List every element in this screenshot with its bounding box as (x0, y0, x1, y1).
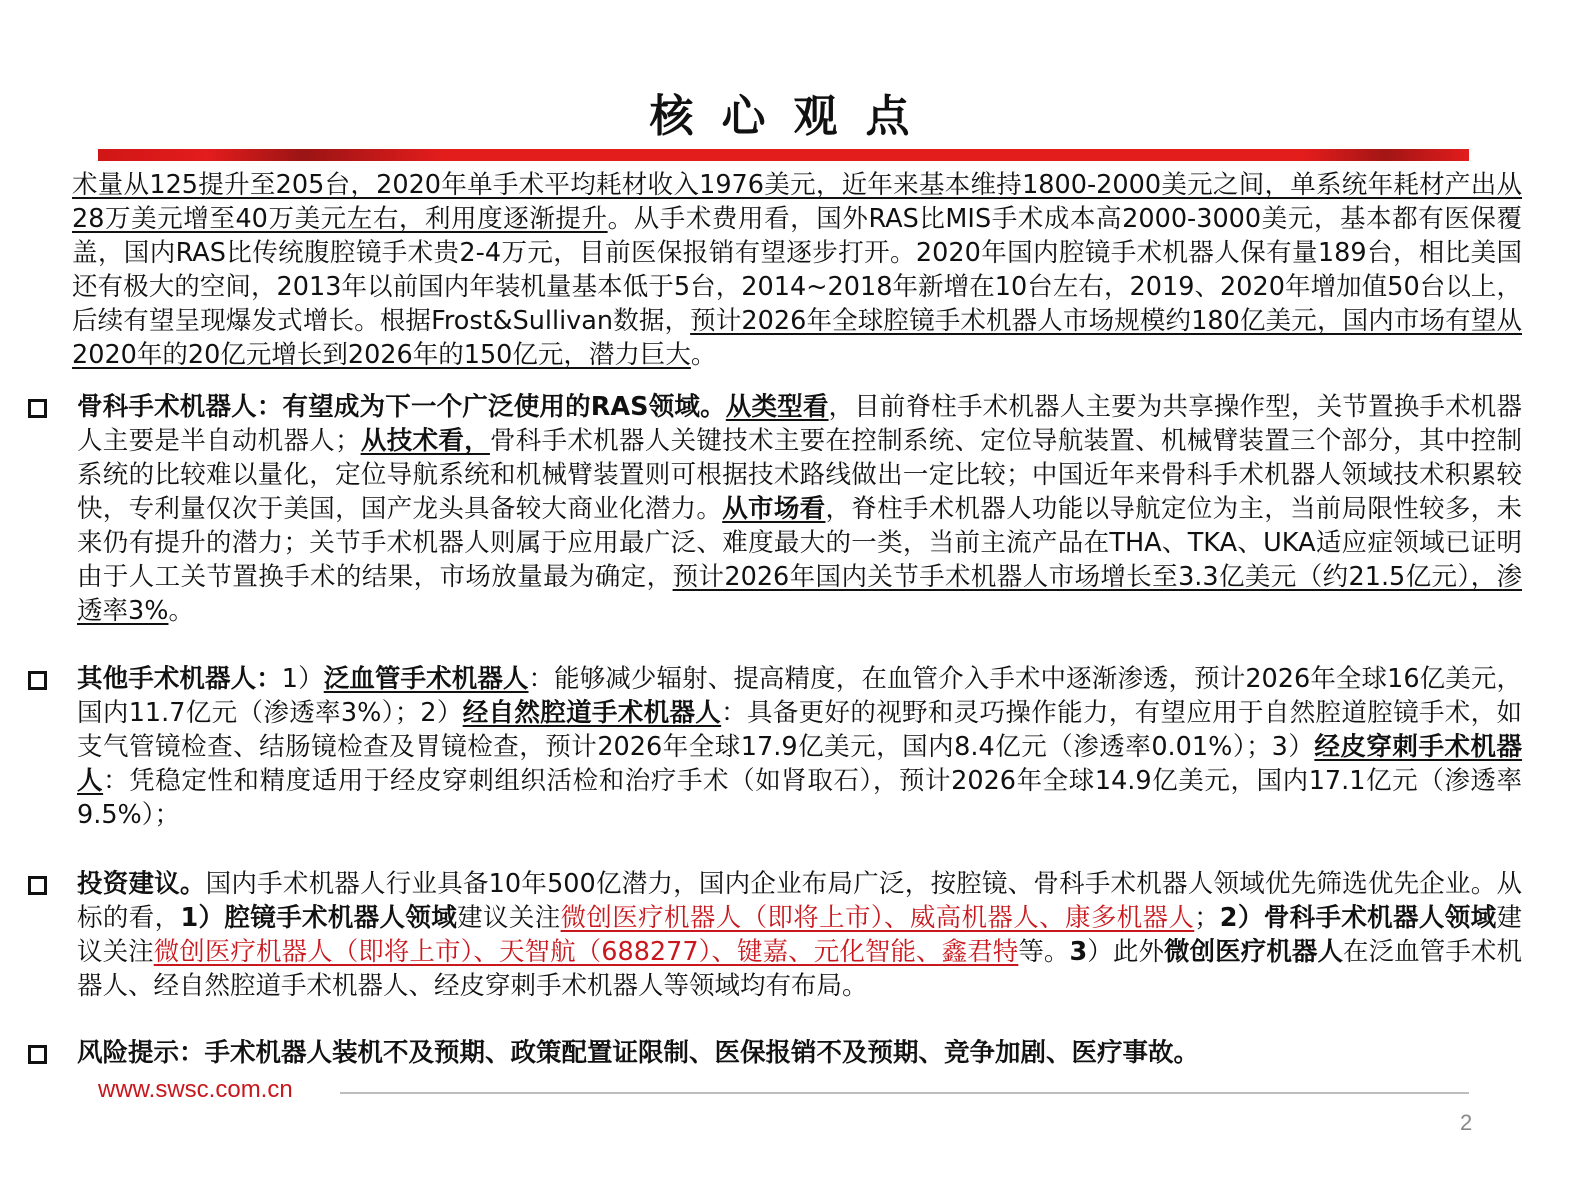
bullet-risk (28, 1036, 1522, 1070)
body-text: 预计2026年国内关节手术机器人市场增长至3.3亿美元（约21.5亿元），渗透率3% (77, 562, 1522, 626)
bullet-orthopedic (28, 390, 1522, 628)
title-divider-bar (98, 149, 1469, 161)
bullet-text (77, 1036, 1522, 1070)
page-number: 2 (1460, 1110, 1473, 1135)
emphasis-text: 风险提示：手术机器人装机不及预期、政策配置证限制、医保报销不及预期、竞争加剧、医疗事故。 (77, 1038, 1200, 1068)
recommended-company-text: 微创医疗机器人（即将上市）、天智航（688277）、键嘉、元化智能、鑫君特 (153, 937, 1019, 967)
square-bullet-icon (28, 876, 47, 895)
bullet-text (77, 390, 1522, 628)
body-text: 国内手术机器人行业具备10年500亿潜力，国内企业布局广泛，按腔镜、骨科手术机器人领域优先筛选优先企业。从标的看， (77, 869, 1522, 933)
emphasis-text: 1）腔镜手术机器人领域 (180, 903, 458, 933)
body-text: 骨科手术机器人关键技术主要在控制系统、定位导航装置、机械臂装置三个部分，其中控制系统的比较难以量化，定位导航系统和机械臂装置则可根据技术路线做出一定比较；中国近年来骨科手术机器人领域技术积累较快，专利量仅次于美国，国产龙头具备较大商业化潜力。 (77, 426, 1522, 524)
body-text: ：凭稳定性和精度适用于经皮穿刺组织活检和治疗手术（如肾取石），预计2026年全球14.9亿美元，国内17.1亿元（渗透率9.5%）； (77, 766, 1522, 830)
emphasis-text: 经自然腔道手术机器人 (462, 698, 722, 728)
emphasis-text: 3 (1069, 937, 1088, 967)
body-text: 。 (168, 596, 194, 626)
emphasis-text: 投资建议。 (77, 869, 206, 899)
footer-website-link[interactable]: www.swsc.com.cn (98, 1076, 293, 1103)
body-text: 建议关注 (77, 903, 1522, 967)
body-text: 。从手术费用看，国外RAS比MIS手术成本高2000-3000美元，基本都有医保覆盖，国内RAS比传统腹腔镜手术贵2-4万元，目前医保报销有望逐步打开。2020年国内腔镜手术机器人保有量189台，相比美国还有极大的空间，2013年以前国内年装机量基本低于5台，2014~2018年新增在10台左右，2019、2020年增加值50台以上，后续有望呈现爆发式增长。根据Frost&Sullivan数据， (72, 204, 1522, 336)
intro-paragraph (72, 168, 1522, 372)
page-title: 核心观点 (649, 91, 938, 142)
body-text: ：能够减少辐射、提高精度，在血管介入手术中逐渐渗透，预计2026年全球16亿美元，国内11.7亿元（渗透率3%）；2） (77, 664, 1522, 728)
body-text: ，目前脊柱手术机器人主要为共享操作型，关节置换手术机器人主要是半自动机器人； (77, 392, 1522, 456)
emphasis-text: 经皮穿刺手术机器人 (77, 732, 1522, 796)
footer-divider (340, 1092, 1469, 1094)
square-bullet-icon (28, 399, 47, 418)
bullet-text (77, 662, 1522, 832)
body-text: ：具备更好的视野和灵巧操作能力，有望应用于自然腔道腔镜手术，如支气管镜检查、结肠镜检查及胃镜检查，预计2026年全球17.9亿美元，国内8.4亿元（渗透率0.01%）；3） (77, 698, 1522, 762)
body-text: ）此外 (1087, 937, 1165, 967)
square-bullet-icon (28, 1045, 47, 1064)
body-text: ； (1194, 903, 1220, 933)
square-bullet-icon (28, 671, 47, 690)
emphasis-text: 从类型看 (725, 392, 829, 422)
emphasis-text: 微创医疗机器人 (1164, 937, 1344, 967)
body-text: 预计2026年全球腔镜手术机器人市场规模约180亿美元，国内市场有望从2020年的20亿元增长到2026年的150亿元，潜力巨大 (72, 306, 1522, 370)
bullet-text (77, 867, 1522, 1003)
bullet-investment (28, 867, 1522, 1003)
emphasis-text: 从市场看 (722, 494, 826, 524)
body-text: ，脊柱手术机器人功能以导航定位为主，当前局限性较多，未来仍有提升的潜力；关节手术机器人则属于应用最广泛、难度最大的一类，当前主流产品在THA、TKA、UKA适应症领域已证明由于人工关节置换手术的结果，市场放量最为确定， (77, 494, 1522, 592)
body-text: 等。 (1018, 937, 1070, 967)
recommended-company-text: 微创医疗机器人（即将上市）、威高机器人、康多机器人 (560, 903, 1195, 933)
emphasis-text: 泛血管手术机器人 (323, 664, 529, 694)
emphasis-text: 其他手术机器人： (77, 664, 282, 694)
emphasis-text: 骨科手术机器人：有望成为下一个广泛使用的RAS领域。 (77, 392, 726, 422)
emphasis-text: 从技术看， (360, 426, 490, 456)
body-text: 。 (690, 340, 717, 370)
body-text: 在泛血管手术机器人、经自然腔道手术机器人、经皮穿刺手术机器人等领域均有布局。 (77, 937, 1522, 1001)
body-text: 术量从125提升至205台，2020年单手术平均耗材收入1976美元，近年来基本维持1800-2000美元之间，单系统年耗材产出从28万美元增至40万美元左右，利用度逐渐提升 (72, 170, 1522, 234)
body-text: 1） (281, 664, 324, 694)
bullet-other-robots (28, 662, 1522, 832)
body-text: 建议关注 (457, 903, 561, 933)
emphasis-text: 2）骨科手术机器人领域 (1219, 903, 1497, 933)
